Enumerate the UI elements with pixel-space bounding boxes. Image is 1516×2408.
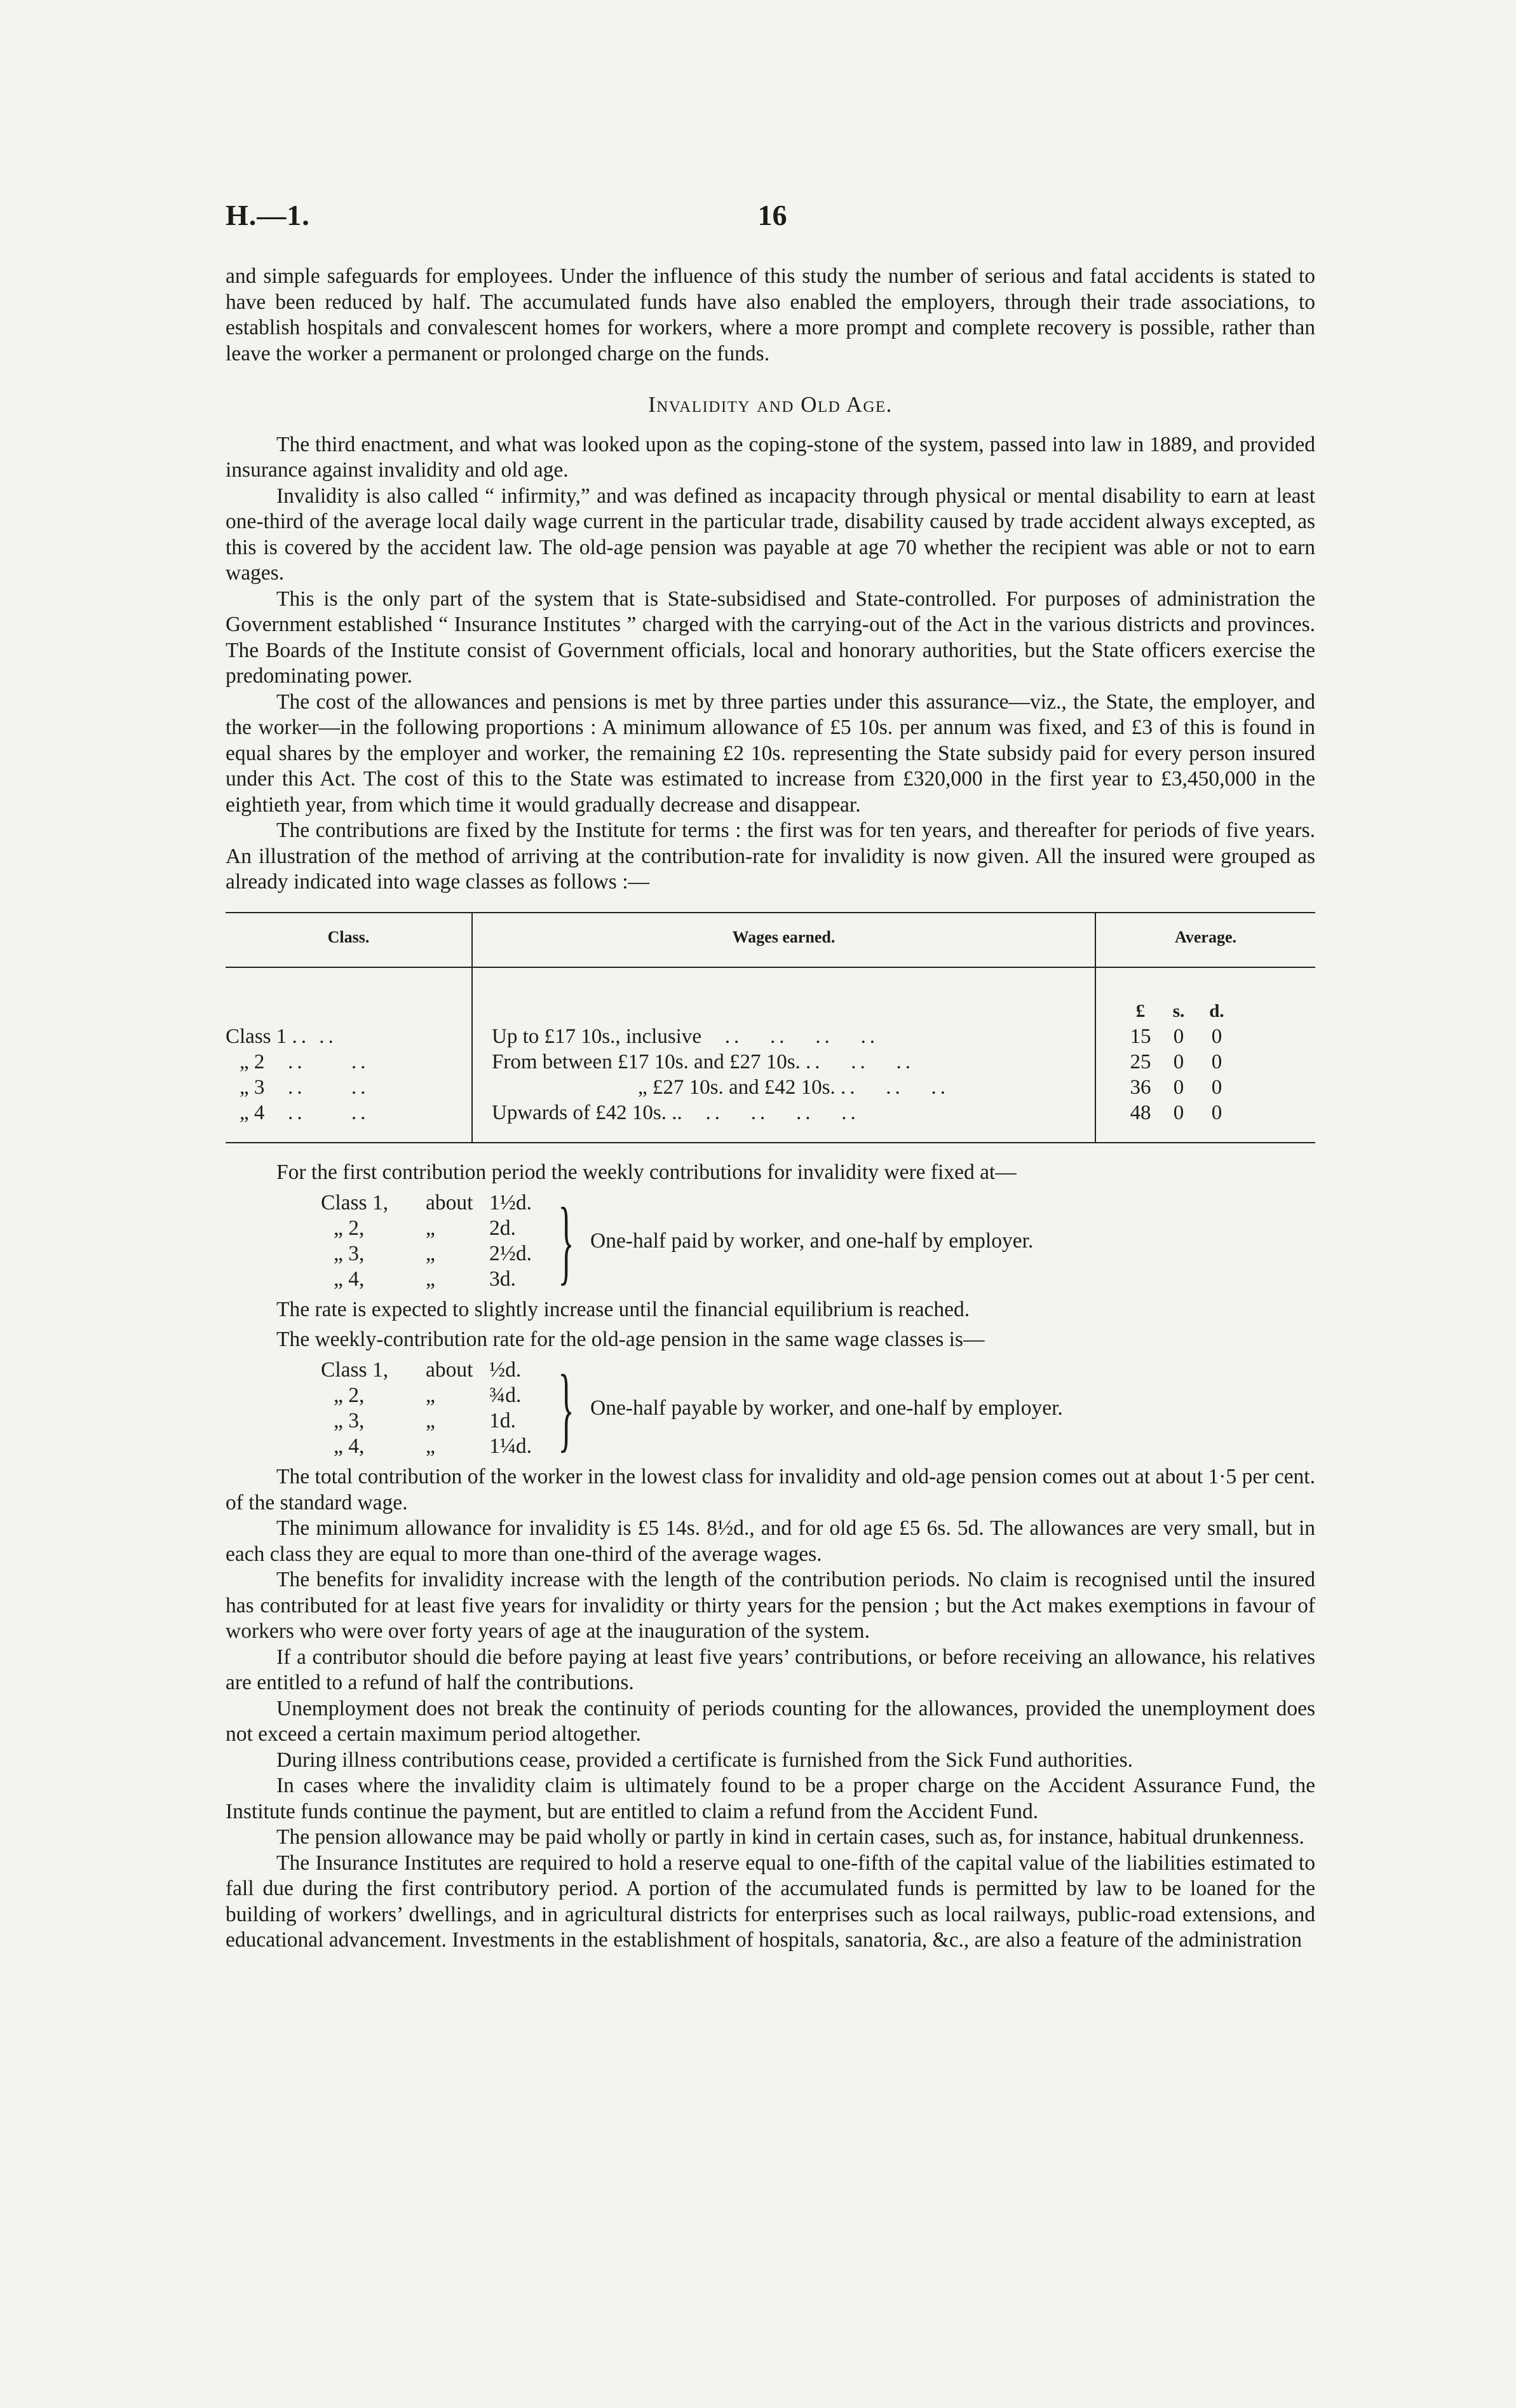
paragraph: Invalidity is also called “ infirmity,” and was defined as incapacity through physical or mental disability to earn at least one-third of the average local daily wage current in the particular trade, disability caused by trade accident always excepted, as this is covered by the accident law. The old-age pension was payable at age 70 whether the recipient was able or not to earn wages. [226, 484, 1315, 585]
paragraph: The total contribution of the worker in the lowest class for invalidity and old-age pension comes out at about 1·5 per cent. of the standard wage. [226, 1465, 1315, 1514]
table-row: „ 4 .. .. Upwards of £42 10s. .. .. .. .. .. 48 0 0 [226, 1100, 1315, 1143]
pounds-cell: 25 [1130, 1050, 1151, 1073]
class-cell: „ 2 [240, 1050, 265, 1073]
paragraph: The weekly-contribution rate for the old-age pension in the same wage classes is— [276, 1327, 985, 1351]
list-item: „ 3, „ 2½d. [334, 1242, 532, 1265]
pence-cell: 0 [1211, 1024, 1222, 1048]
column-header-class: Class. [226, 913, 472, 967]
brace-glyph: } [558, 1356, 574, 1461]
pounds-cell: 48 [1130, 1101, 1151, 1124]
list-item: Class 1, about 1½d. [321, 1191, 532, 1214]
paragraph: During illness contributions cease, provided a certificate is furnished from the Sick Fund authorities. [276, 1748, 1134, 1772]
pension-rates-list [321, 1357, 1315, 1459]
table-row: „ 2 .. .. From between £17 10s. and £27 10s. .. .. .. 25 0 0 [226, 1049, 1315, 1075]
shillings-cell: 0 [1173, 1050, 1184, 1073]
wage-classes-table [226, 912, 1315, 1143]
brace-note [543, 1190, 1033, 1292]
invalidity-note: One-half paid by worker, and one-half by employer. [590, 1228, 1034, 1253]
pence-cell: 0 [1211, 1050, 1222, 1073]
shillings-cell: 0 [1173, 1024, 1184, 1048]
brace-note [543, 1357, 1063, 1459]
unit-shillings: s. [1172, 1000, 1185, 1021]
pounds-cell: 15 [1130, 1024, 1151, 1048]
wages-cell: From between £17 10s. and £27 10s. [492, 1050, 801, 1073]
paragraph: For the first contribution period the weekly contributions for invalidity were fixed at— [276, 1160, 1017, 1184]
paragraph: If a contributor should die before paying at least five years’ contributions, or before receiving an allowance, his relatives are entitled to a refund of half the contributions. [226, 1645, 1315, 1694]
class-cell: „ 3 [240, 1075, 265, 1099]
shillings-cell: 0 [1173, 1075, 1184, 1099]
document-reference: H.—1. [226, 199, 310, 231]
unit-pence: d. [1209, 1000, 1224, 1021]
page-number: 16 [757, 199, 787, 231]
list-item: „ 3, „ 1d. [334, 1409, 516, 1432]
table-row: Class 1 .. .. Up to £17 10s., inclusive .. .. .. .. 15 0 0 [226, 1024, 1315, 1049]
paragraph: The contributions are fixed by the Institute for terms : the first was for ten years, and thereafter for periods of five years. An illustration of the method of arriving at the contribution-rate for invalidity is now given. All the insured were grouped as already indicated into wage classes as follows :— [226, 819, 1315, 894]
column-header-wages: Wages earned. [472, 913, 1095, 967]
paragraph: The minimum allowance for invalidity is £5 14s. 8½d., and for old age £5 6s. 5d. The allowances are very small, but in each class they are equal to more than one-third of the average wages. [226, 1516, 1315, 1566]
paragraph: The Insurance Institutes are required to hold a reserve equal to one-fifth of the capital value of the liabilities estimated to fall due during the first contributory period. A portion of the accumulated funds is permitted by law to be loaned for the building of workers’ dwellings, and in agricultural districts for enterprises such as local railways, public-road extensions, and educational advancement. Investments in the establishment of hospitals, sanatoria, &c., are also a feature of the administration [226, 1851, 1315, 1952]
list-item: Class 1, about ½d. [321, 1358, 522, 1382]
shillings-cell: 0 [1173, 1101, 1184, 1124]
table-row: „ 3 .. .. „ £27 10s. and £42 10s. .. .. .. 36 0 0 [226, 1075, 1315, 1100]
paragraph: The rate is expected to slightly increase until the financial equilibrium is reached. [276, 1298, 970, 1321]
document-body [226, 264, 1315, 1954]
paragraph: The pension allowance may be paid wholly or partly in kind in certain cases, such as, for instance, habitual drunkenness. [276, 1825, 1304, 1849]
paragraph: and simple safeguards for employees. Under the influence of this study the number of serious and fatal accidents is stated to have been reduced by half. The accumulated funds have also enabled the employers, through their trade associations, to establish hospitals and convalescent homes for workers, where a more prompt and complete recovery is possible, rather than leave the worker a permanent or prolonged charge on the funds. [226, 264, 1315, 365]
list-item: „ 2, „ 2d. [334, 1216, 516, 1240]
wages-cell: Upwards of £42 10s. .. [492, 1101, 682, 1124]
units-row [226, 967, 1315, 1024]
pence-cell: 0 [1211, 1101, 1222, 1124]
pension-note: One-half payable by worker, and one-half by employer. [590, 1396, 1063, 1420]
paragraph: The benefits for invalidity increase with the length of the contribution periods. No claim is recognised until the insured has contributed for at least five years for invalidity or thirty years for the pension ; but the Act makes exemptions in favour of workers who were over forty years of age at the inauguration of the system. [226, 1568, 1315, 1643]
page-header [226, 198, 1319, 249]
paragraph: In cases where the invalidity claim is ultimately found to be a proper charge on the Accident Assurance Fund, the Institute funds continue the payment, but are entitled to claim a refund from the Accident Fund. [226, 1774, 1315, 1823]
list-item: „ 4, „ 3d. [334, 1267, 516, 1291]
class-cell: Class 1 [226, 1024, 287, 1048]
brace-glyph: } [558, 1188, 574, 1294]
paragraph: The third enactment, and what was looked upon as the coping-stone of the system, passed into law in 1889, and provided insurance against invalidity and old age. [226, 432, 1315, 482]
invalidity-rates-list [321, 1190, 1315, 1292]
unit-pounds: £ [1135, 1000, 1146, 1021]
class-cell: „ 4 [240, 1101, 265, 1124]
pence-cell: 0 [1211, 1075, 1222, 1099]
list-item: „ 4, „ 1¼d. [334, 1434, 532, 1458]
section-heading: Invalidity and Old Age. [648, 392, 893, 417]
paragraph: The cost of the allowances and pensions is met by three parties under this assurance—viz., the State, the employer, and the worker—in the following proportions : A minimum allowance of £5 10s. per annum was fixed, and £3 of this is found in equal shares by the employer and worker, the remaining £2 10s. representing the State subsidy paid for every person insured under this Act. The cost of this to the State was estimated to increase from £320,000 in the first year to £3,450,000 in the eightieth year, from which time it would gradually decrease and disappear. [226, 690, 1315, 817]
wages-cell: Up to £17 10s., inclusive [492, 1024, 701, 1048]
column-header-average: Average. [1095, 913, 1315, 967]
pounds-cell: 36 [1130, 1075, 1151, 1099]
paragraph: Unemployment does not break the continuity of periods counting for the allowances, provided the unemployment does not exceed a certain maximum period altogether. [226, 1696, 1315, 1746]
list-item: „ 2, „ ¾d. [334, 1384, 522, 1407]
paragraph: This is the only part of the system that is State-subsidised and State-controlled. For purposes of administration the Government established “ Insurance Institutes ” charged with the carrying-out of the Act in the various districts and provinces. The Boards of the Institute consist of Government officials, local and honorary authorities, but the State officers exercise the predominating power. [226, 587, 1315, 688]
wages-cell: „ £27 10s. and £42 10s. [638, 1075, 836, 1099]
